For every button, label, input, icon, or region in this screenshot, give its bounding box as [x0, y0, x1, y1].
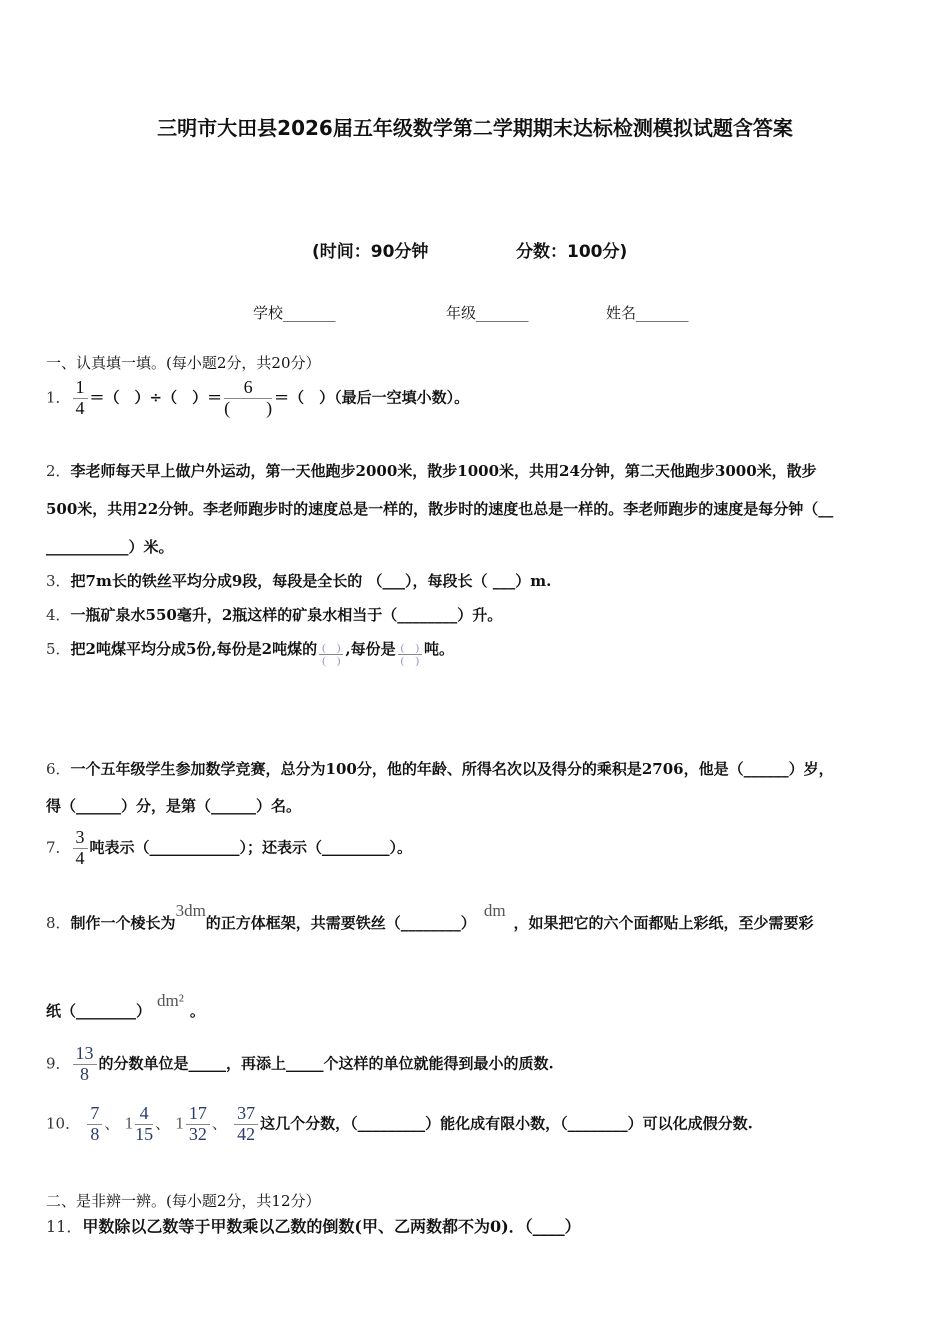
- fraction-blank[interactable]: [319, 642, 343, 667]
- q-number: 7．: [46, 838, 71, 857]
- q-text: 制作一个棱长为: [70, 914, 176, 932]
- fraction: [73, 1044, 97, 1085]
- q-number: 6．: [46, 760, 71, 778]
- denominator: 8: [80, 1063, 90, 1084]
- denominator: 32: [188, 1123, 207, 1144]
- page-title: 三明市大田县2026届五年级数学第二学期期末达标检测模拟试题含答案: [157, 116, 793, 140]
- numerator: 17: [186, 1104, 210, 1125]
- whole-part: 1: [124, 1113, 134, 1133]
- question-1: [46, 378, 469, 419]
- q-text: 的分数单位是_____，再添上_____个这样的单位就能得到最小的质数.: [98, 1054, 554, 1073]
- fraction: [73, 378, 88, 419]
- name-field[interactable]: 姓名_______: [606, 304, 689, 322]
- numerator: ( ): [319, 642, 343, 655]
- numerator: 6: [224, 378, 272, 399]
- question-3: [46, 570, 551, 591]
- q-number: 10．: [46, 1114, 81, 1133]
- numerator: 7: [87, 1104, 102, 1125]
- q-text: 吨。: [423, 640, 454, 658]
- q-number: 5．: [46, 640, 71, 658]
- question-6-line-2: 得（______）分，是第（______）名。: [46, 797, 302, 815]
- question-11: [46, 1214, 581, 1237]
- separator: 、: [211, 1114, 227, 1133]
- question-6: [46, 758, 834, 779]
- q-text: 的正方体框架，共需要铁丝（________）: [205, 914, 476, 932]
- fraction: [234, 1104, 258, 1145]
- denominator: ( ): [400, 655, 419, 668]
- q-text: 一个五年级学生参加数学竞赛，总分为100分，他的年龄、所得名次以及得分的乘积是2706，他是（______）岁，: [70, 760, 834, 778]
- q-text: 纸（________）: [46, 1002, 152, 1020]
- exam-score: 分数：100分): [516, 242, 628, 262]
- section-1-heading: 一、认真填一填。(每小题2分，共20分）: [46, 354, 321, 372]
- numerator: 1: [73, 378, 88, 399]
- fraction: [224, 378, 272, 419]
- denominator: 42: [237, 1123, 256, 1144]
- whole-part: 1: [175, 1113, 184, 1133]
- unit-label: 3dm: [175, 901, 206, 920]
- denominator: 4: [75, 397, 85, 418]
- numerator: 4: [135, 1104, 153, 1125]
- q-number: 8．: [46, 914, 71, 932]
- fraction: [87, 1104, 102, 1145]
- question-2: [46, 460, 817, 481]
- question-7: [46, 828, 412, 869]
- q-number: 3．: [46, 572, 71, 590]
- section-2-heading: 二、是非辨一辨。(每小题2分，共12分）: [46, 1192, 321, 1210]
- numerator: 37: [234, 1104, 258, 1125]
- q-text: 。: [189, 1002, 205, 1020]
- q-text: 把7m长的铁丝平均分成9段，每段是全长的 （___），每段长（ ___）m.: [70, 572, 552, 590]
- question-8-line-2: [46, 991, 205, 1021]
- separator: 、: [104, 1114, 120, 1133]
- question-4: [46, 604, 502, 625]
- q-number: 2．: [46, 462, 71, 480]
- q-text: 甲数除以乙数等于甲数乘以乙数的倒数(甲、乙两数都不为0)．（____）: [82, 1217, 581, 1236]
- denominator: 4: [75, 847, 85, 868]
- numerator: 13: [73, 1044, 97, 1065]
- fraction-blank[interactable]: [398, 642, 422, 667]
- q-text: ，如果把它的六个面都贴上彩纸，至少需要彩: [513, 914, 814, 932]
- q-number: 9．: [46, 1054, 71, 1073]
- q-number: 11．: [46, 1217, 83, 1236]
- fraction: [135, 1104, 153, 1145]
- denominator: ( ): [224, 397, 273, 418]
- q-number: 1．: [46, 388, 71, 407]
- exam-time: (时间：90分钟: [312, 242, 429, 262]
- question-2-line-3: ___________）米。: [46, 538, 174, 556]
- numerator: ( ): [398, 642, 422, 655]
- q-text: ,每份是: [345, 640, 396, 658]
- fraction: [186, 1104, 210, 1145]
- q-text: 这几个分数，（_________）能化成有限小数，（________）可以化成假分数.: [260, 1114, 753, 1133]
- question-2-line-2: 500米，共用22分钟。李老师跑步时的速度总是一样的，散步时的速度也总是一样的。李老师跑步的速度是每分钟（__: [46, 500, 834, 518]
- q-text: ＝（ ）÷（ ）＝: [89, 388, 223, 407]
- q-text: 一瓶矿泉水550毫升，2瓶这样的矿泉水相当于（________）升。: [70, 606, 503, 624]
- q-text: 吨表示（____________）；还表示（_________）。: [89, 838, 413, 857]
- question-8: [46, 901, 814, 933]
- separator: 、: [155, 1114, 171, 1133]
- grade-field[interactable]: 年级_______: [446, 304, 529, 322]
- question-10: [46, 1104, 753, 1145]
- school-field[interactable]: 学校_______: [253, 304, 336, 322]
- q-text: 李老师每天早上做户外运动，第一天他跑步2000米，散步1000米，共用24分钟，第二天他跑步3000米，散步: [70, 462, 817, 480]
- q-text: 把2吨煤平均分成5份,每份是2吨煤的: [70, 640, 318, 658]
- unit-label: dm: [483, 901, 506, 920]
- q-number: 4．: [46, 606, 71, 624]
- unit-label: dm²: [157, 991, 184, 1010]
- numerator: 3: [73, 828, 88, 849]
- denominator: 8: [90, 1123, 100, 1144]
- q-text: ＝（ ）（最后一空填小数）。: [274, 388, 470, 407]
- denominator: ( ): [322, 655, 341, 668]
- question-9: [46, 1044, 554, 1085]
- fraction: [73, 828, 88, 869]
- question-5: [46, 642, 454, 667]
- denominator: 15: [135, 1123, 154, 1144]
